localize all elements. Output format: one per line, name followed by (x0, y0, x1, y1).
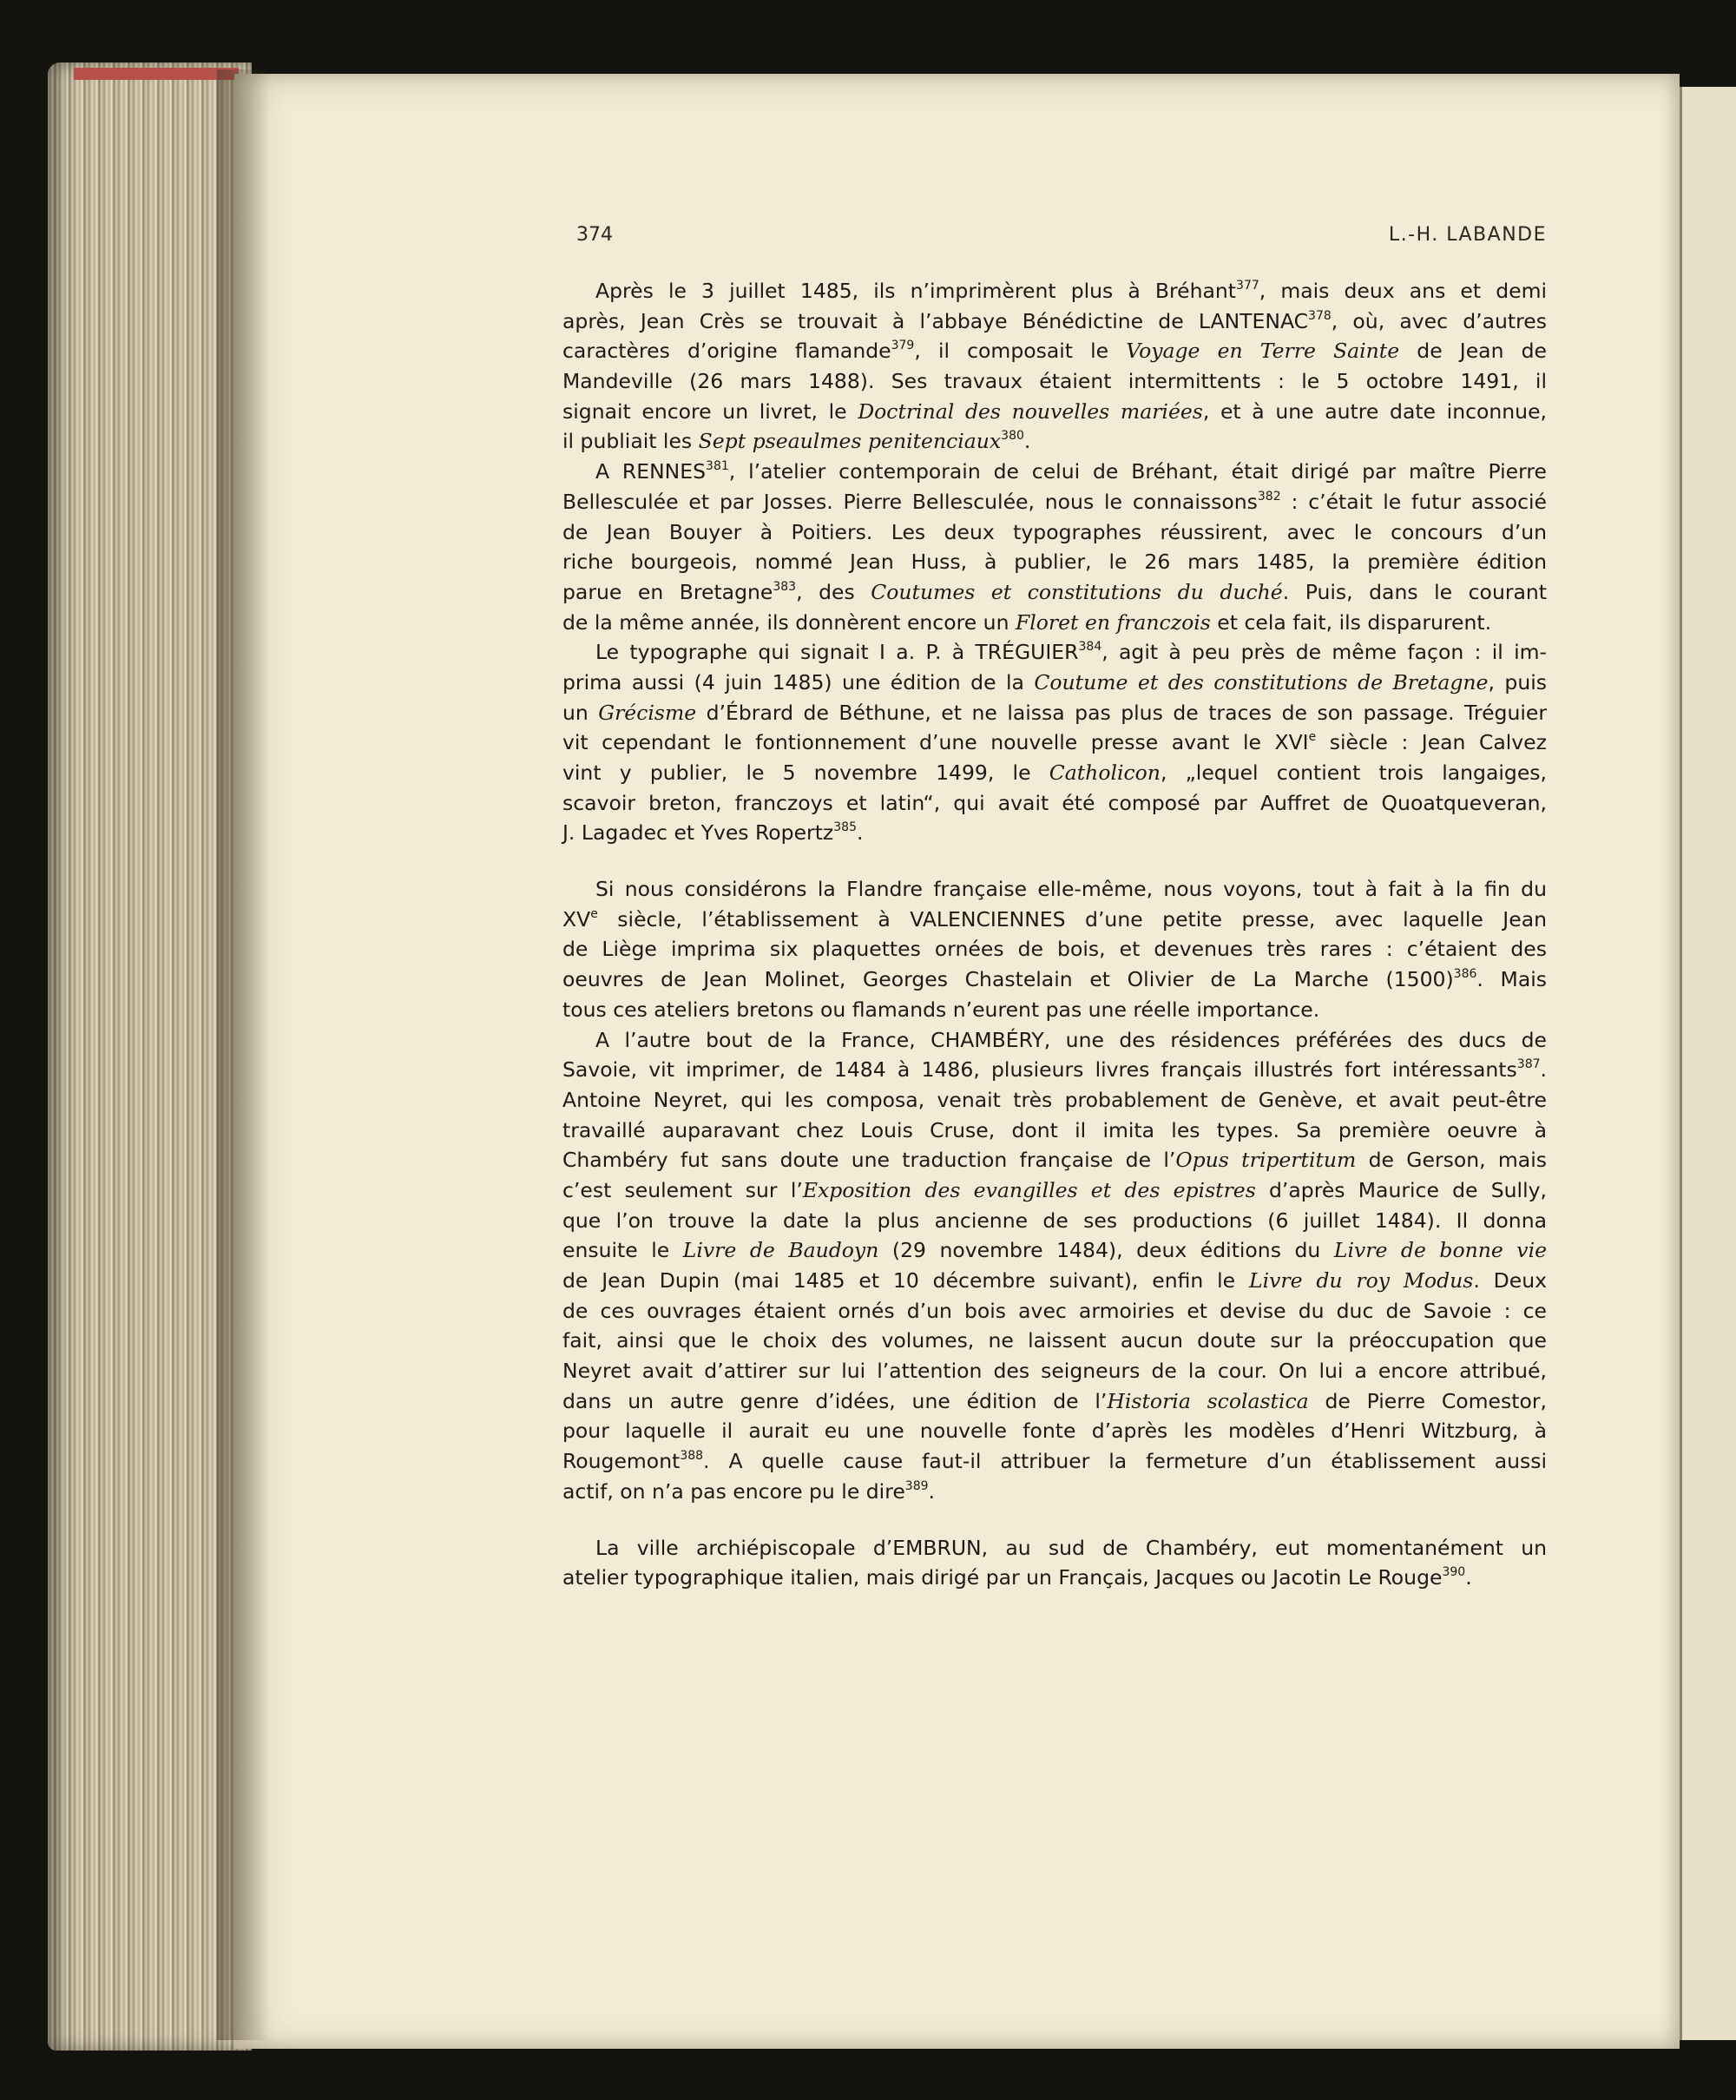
italic-title: Grécisme (598, 700, 697, 725)
text-line (562, 1446, 1547, 1477)
text-run: prima aussi (4 juin 1485) une édition de la (562, 669, 1035, 695)
text-line (562, 306, 1547, 337)
text-line (562, 995, 1547, 1025)
text-run: Rougemont (562, 1449, 681, 1474)
text-run: , mais deux ans et demi (1259, 279, 1547, 303)
text-line (562, 1386, 1547, 1417)
italic-title: Historia scolastica (1107, 1388, 1309, 1413)
text-line (562, 698, 1547, 728)
paragraph (562, 1025, 1547, 1507)
italic-title: Coutume et des constitutions de Bretagne (1034, 669, 1489, 695)
text-line (562, 366, 1547, 397)
paragraph (562, 637, 1547, 848)
text-line (562, 1296, 1547, 1326)
text-run: Neyret avait d’attirer sur lui l’attention des seigneurs de la cour. On lui a encore attribué, (562, 1359, 1547, 1384)
footnote-ref: 385 (833, 820, 857, 835)
text-run: riche bourgeois, nommé Jean Huss, à publier, le 26 mars 1485, la première édition (562, 550, 1547, 575)
text-run: atelier typographique italien, mais dirigé par un Français, Jacques ou Jacotin Le Rouge (562, 1565, 1443, 1590)
text-line (562, 905, 1547, 935)
text-run: signait encore un livret, le (562, 398, 858, 424)
text-run: et cela fait, ils disparurent. (1210, 609, 1492, 635)
italic-title: Voyage en Terre Sainte (1126, 339, 1400, 364)
text-run: vit cependant le fontionnement d’une nouvelle presse avant le XVI (562, 730, 1309, 755)
text-line (562, 818, 1547, 848)
paragraph (562, 1533, 1547, 1593)
text-line (562, 1356, 1547, 1386)
text-run: il publiait les (562, 429, 699, 454)
italic-title: Livre de Baudoyn (682, 1238, 879, 1263)
text-run: après, Jean Crès se trouvait à l’abbaye Bénédictine de LANTENAC (562, 308, 1309, 333)
text-line (562, 1563, 1547, 1593)
book-red-top-edge (74, 68, 239, 80)
footnote-ref: 380 (1001, 429, 1024, 444)
text-line (562, 1175, 1547, 1206)
text-run: . Mais (1476, 967, 1547, 992)
text-run: . (928, 1478, 936, 1504)
text-run: . (1540, 1057, 1547, 1083)
text-run: . (1023, 429, 1031, 454)
footnote-ref: 390 (1442, 1565, 1466, 1580)
text-run: de la même année, ils donnèrent encore un (562, 609, 1016, 635)
footnote-ref: 386 (1453, 967, 1477, 982)
footnote-ref: 379 (891, 339, 915, 353)
text-run: c’est seulement sur l’ (562, 1177, 803, 1202)
text-run: , „lequel contient trois langaiges, (1160, 760, 1547, 785)
text-line (562, 457, 1547, 487)
page-header (576, 224, 1547, 255)
running-head: L.-H. LABANDE (1388, 224, 1547, 246)
text-run: , puis (1488, 669, 1547, 695)
text-run: , l’atelier contemporain de celui de Bréhant, était dirigé par maître Pierre (728, 459, 1547, 484)
text-run: . (1465, 1565, 1472, 1590)
text-line (562, 487, 1547, 517)
text-run: de Liège imprima six plaquettes ornées de bois, et devenues très rares : c’étaient des (562, 937, 1547, 962)
text-run: d’Ébrard de Béthune, et ne laissa pas plus de traces de son passage. Tréguier (696, 700, 1547, 725)
facing-page-edge (1680, 87, 1736, 2040)
text-line (562, 758, 1547, 788)
text-line (562, 276, 1547, 306)
text-line (562, 637, 1547, 668)
text-run: scavoir breton, franczoys et latin“, qui avait été composé par Auffret de Quoatqueveran, (562, 790, 1547, 815)
text-line (562, 547, 1547, 577)
footnote-ref: 382 (1257, 489, 1281, 504)
text-run: d’après Maurice de Sully, (1255, 1177, 1547, 1202)
text-line (562, 336, 1547, 366)
text-run: siècle : Jean Calvez (1316, 730, 1547, 755)
text-run: un (562, 700, 599, 725)
text-run: . A quelle cause faut-il attribuer la fermeture d’un établissement aussi (703, 1449, 1547, 1474)
text-run: que l’on trouve la date la plus ancienne de ses productions (6 juillet 1484). Il donna (562, 1208, 1547, 1233)
text-run: A RENNES (595, 459, 707, 484)
footnote-ref: 378 (1308, 308, 1332, 323)
paragraph-gap (562, 848, 1547, 874)
text-run: de Gerson, mais (1356, 1148, 1547, 1173)
text-run: , il composait le (914, 339, 1127, 364)
text-run: . (857, 820, 864, 846)
italic-title: Exposition des evangilles et des epistres (802, 1177, 1256, 1202)
text-line (562, 788, 1547, 819)
paragraph (562, 276, 1547, 457)
text-line (562, 397, 1547, 427)
footnote-ref: 381 (706, 459, 729, 474)
text-line (562, 1416, 1547, 1446)
italic-title: Floret en franczois (1015, 609, 1211, 635)
text-run: Antoine Neyret, qui les composa, venait très probablement de Genève, et avait peut-être (562, 1087, 1547, 1112)
gutter-shadow (217, 69, 269, 2040)
text-run: travaillé auparavant chez Louis Cruse, dont il imita les types. Sa première oeuvre à (562, 1117, 1547, 1142)
text-run: vint y publier, le 5 novembre 1499, le (562, 760, 1049, 785)
italic-title: Doctrinal des nouvelles mariées (858, 398, 1203, 424)
text-line (562, 577, 1547, 608)
text-line (562, 1235, 1547, 1266)
italic-title: Opus tripertitum (1175, 1148, 1357, 1173)
page-number: 374 (576, 224, 613, 246)
text-line (562, 727, 1547, 758)
text-run: Bellesculée et par Josses. Pierre Bellesculée, nous le connaissons (562, 489, 1258, 514)
text-run: La ville archiépiscopale d’EMBRUN, au sud de Chambéry, eut momentanément un (595, 1535, 1547, 1560)
text-run: : c’était le futur associé (1280, 489, 1548, 514)
text-run: Savoie, vit imprimer, de 1484 à 1486, plusieurs livres français illustrés fort intéressants (562, 1057, 1517, 1083)
text-run: , agit à peu près de même façon : il im- (1101, 640, 1547, 665)
italic-title: Livre de bonne vie (1333, 1238, 1548, 1263)
italic-title: Sept pseaulmes penitenciaux (698, 429, 1002, 454)
footnote-ref: 388 (680, 1449, 704, 1464)
text-run: Si nous considérons la Flandre française elle-même, nous voyons, tout à fait à la fin du (595, 877, 1547, 902)
text-run: pour laquelle il aurait eu une nouvelle fonte d’après les modèles d’Henri Witzburg, à (562, 1419, 1547, 1444)
text-run: (29 novembre 1484), deux éditions du (878, 1238, 1334, 1263)
text-run: Après le 3 juillet 1485, ils n’imprimèrent plus à Bréhant (595, 279, 1237, 303)
text-line (562, 668, 1547, 698)
text-line (562, 608, 1547, 638)
text-run: ensuite le (562, 1238, 683, 1263)
text-line (562, 1533, 1547, 1563)
text-line (562, 964, 1547, 995)
text-run: Chambéry fut sans doute une traduction française de l’ (562, 1148, 1176, 1173)
text-run: . Puis, dans le courant (1282, 579, 1548, 604)
text-line (562, 934, 1547, 964)
footnote-ref: 387 (1516, 1057, 1541, 1072)
text-line (562, 1206, 1547, 1236)
footnote-ref: e (1308, 730, 1317, 745)
text-run: A l’autre bout de la France, CHAMBÉRY, une des résidences préférées des ducs de (595, 1027, 1547, 1052)
text-run: parue en Bretagne (562, 579, 773, 604)
text-run: , des (796, 579, 871, 604)
text-line (562, 426, 1547, 457)
paragraph (562, 457, 1547, 637)
text-run: Mandeville (26 mars 1488). Ses travaux étaient intermittents : le 5 octobre 1491, il (562, 369, 1547, 394)
footnote-ref: 384 (1078, 640, 1102, 655)
italic-title: Livre du roy Modus (1248, 1268, 1474, 1293)
text-line (562, 1266, 1547, 1296)
text-body (562, 276, 1547, 1593)
text-run: , où, avec d’autres (1331, 308, 1547, 333)
text-run: caractères d’origine flamande (562, 339, 891, 364)
text-run: , et à une autre date inconnue, (1202, 398, 1548, 424)
footnote-ref: e (590, 906, 598, 921)
text-line (562, 1055, 1547, 1085)
text-run: actif, on n’a pas encore pu le dire (562, 1478, 905, 1504)
footnote-ref: 377 (1236, 279, 1259, 293)
text-line (562, 1145, 1547, 1175)
text-run: de Jean Bouyer à Poitiers. Les deux typographes réussirent, avec le concours d’un (562, 519, 1547, 544)
text-run: oeuvres de Jean Molinet, Georges Chastelain et Olivier de La Marche (1500) (562, 967, 1454, 992)
text-run: fait, ainsi que le choix des volumes, ne laissent aucun doute sur la préoccupation que (562, 1328, 1547, 1353)
text-run: de ces ouvrages étaient ornés d’un bois avec armoiries et devise du duc de Savoie : ce (562, 1298, 1547, 1323)
text-run: dans un autre genre d’idées, une édition de l’ (562, 1388, 1108, 1413)
text-run: de Jean Dupin (mai 1485 et 10 décembre suivant), enfin le (562, 1268, 1249, 1293)
text-run: XV (562, 906, 591, 932)
text-line (562, 1025, 1547, 1056)
text-run: tous ces ateliers bretons ou flamands n’eurent pas une réelle importance. (562, 997, 1320, 1022)
text-line (562, 1326, 1547, 1356)
text-line (562, 1085, 1547, 1116)
text-run: J. Lagadec et Yves Ropertz (562, 820, 834, 846)
italic-title: Coutumes et constitutions du duché (871, 579, 1283, 604)
text-run: de Jean de (1399, 339, 1547, 364)
italic-title: Catholicon (1049, 760, 1161, 785)
text-line (562, 1477, 1547, 1507)
text-run: Le typographe qui signait I a. P. à TRÉGUIER (595, 640, 1079, 665)
text-line (562, 517, 1547, 548)
footnote-ref: 383 (773, 579, 797, 594)
paragraph (562, 874, 1547, 1024)
text-run: . Deux (1473, 1268, 1547, 1293)
text-line (562, 874, 1547, 905)
text-run: siècle, l’établissement à VALENCIENNES d’une petite presse, avec laquelle Jean (597, 906, 1547, 932)
text-line (562, 1116, 1547, 1146)
footnote-ref: 389 (904, 1478, 929, 1493)
text-run: de Pierre Comestor, (1308, 1388, 1547, 1413)
paragraph-gap (562, 1507, 1547, 1533)
